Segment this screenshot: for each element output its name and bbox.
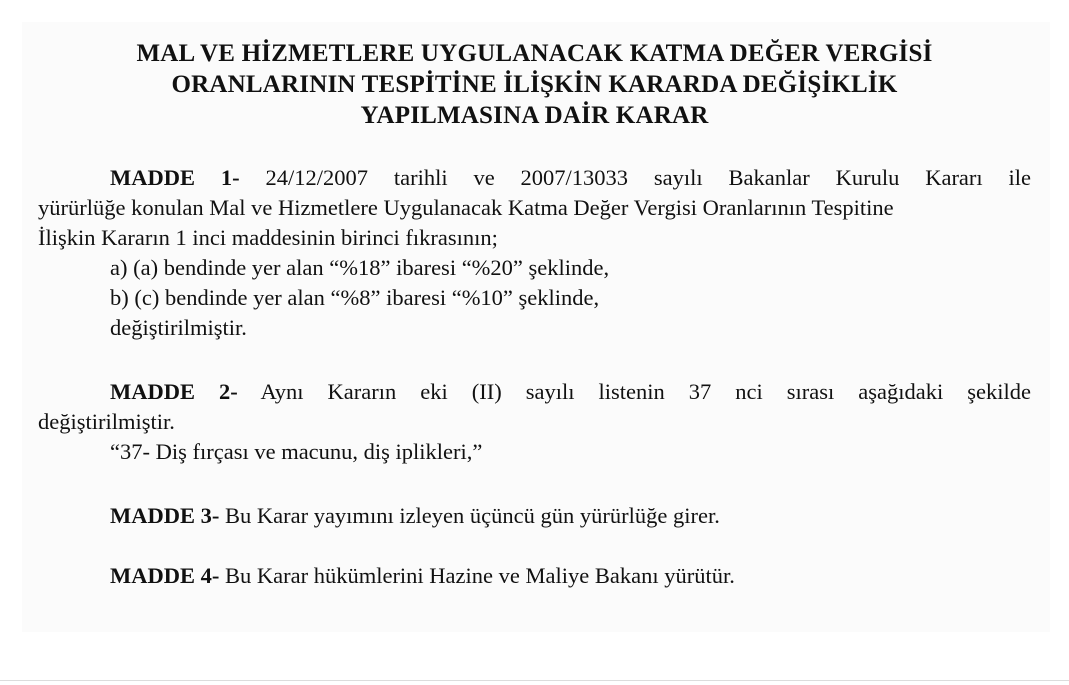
- article-3-label: MADDE 3-: [110, 503, 220, 528]
- article-4-line: [38, 561, 1031, 591]
- article-4-text: Bu Karar hükümlerini Hazine ve Maliye Bakanı yürütür.: [224, 563, 735, 588]
- article-1: [38, 163, 1031, 343]
- article-2-first-line: [38, 377, 1031, 407]
- article-4-label: MADDE 4-: [110, 563, 220, 588]
- article-1-label: MADDE 1-: [110, 165, 240, 190]
- article-1-item-a: a) (a) bendinde yer alan “%18” ibaresi “%20” şeklinde,: [110, 255, 610, 280]
- article-3: [38, 501, 1031, 531]
- article-1-closing: değiştirilmiştir.: [110, 315, 247, 340]
- article-3-line: [38, 501, 1031, 531]
- article-1-line-3: İlişkin Kararın 1 inci maddesinin birinci fıkrasının;: [38, 225, 498, 250]
- title-line-2: ORANLARININ TESPİTİNE İLİŞKİN KARARDA DEĞİŞİKLİK: [171, 71, 898, 98]
- article-2: [38, 377, 1031, 467]
- article-1-text-start: 24/12/2007 tarihli ve 2007/13033 sayılı Bakanlar Kurulu Kararı ile: [265, 165, 1032, 190]
- article-2-label: MADDE 2-: [110, 379, 238, 404]
- title-line-1: MAL VE HİZMETLERE UYGULANACAK KATMA DEĞER VERGİSİ: [136, 40, 933, 67]
- article-2-line-2: değiştirilmiştir.: [38, 409, 175, 434]
- page-bottom-divider: [0, 680, 1069, 681]
- article-3-text: Bu Karar yayımını izleyen üçüncü gün yürürlüğe girer.: [224, 503, 720, 528]
- article-1-first-line: [38, 163, 1031, 193]
- title-line-3: YAPILMASINA DAİR KARAR: [360, 102, 709, 129]
- article-2-quote: “37- Diş fırçası ve macunu, diş iplikleri,”: [110, 439, 483, 464]
- article-2-text-start: Aynı Kararın eki (II) sayılı listenin 37 nci sırası aşağıdaki şekilde: [260, 379, 1032, 404]
- document-title: [0, 38, 1069, 131]
- article-1-line-2: yürürlüğe konulan Mal ve Hizmetlere Uygulanacak Katma Değer Vergisi Oranlarının Tespitine: [38, 195, 894, 220]
- article-1-item-b: b) (c) bendinde yer alan “%8” ibaresi “%10” şeklinde,: [110, 285, 600, 310]
- article-4: [38, 561, 1031, 591]
